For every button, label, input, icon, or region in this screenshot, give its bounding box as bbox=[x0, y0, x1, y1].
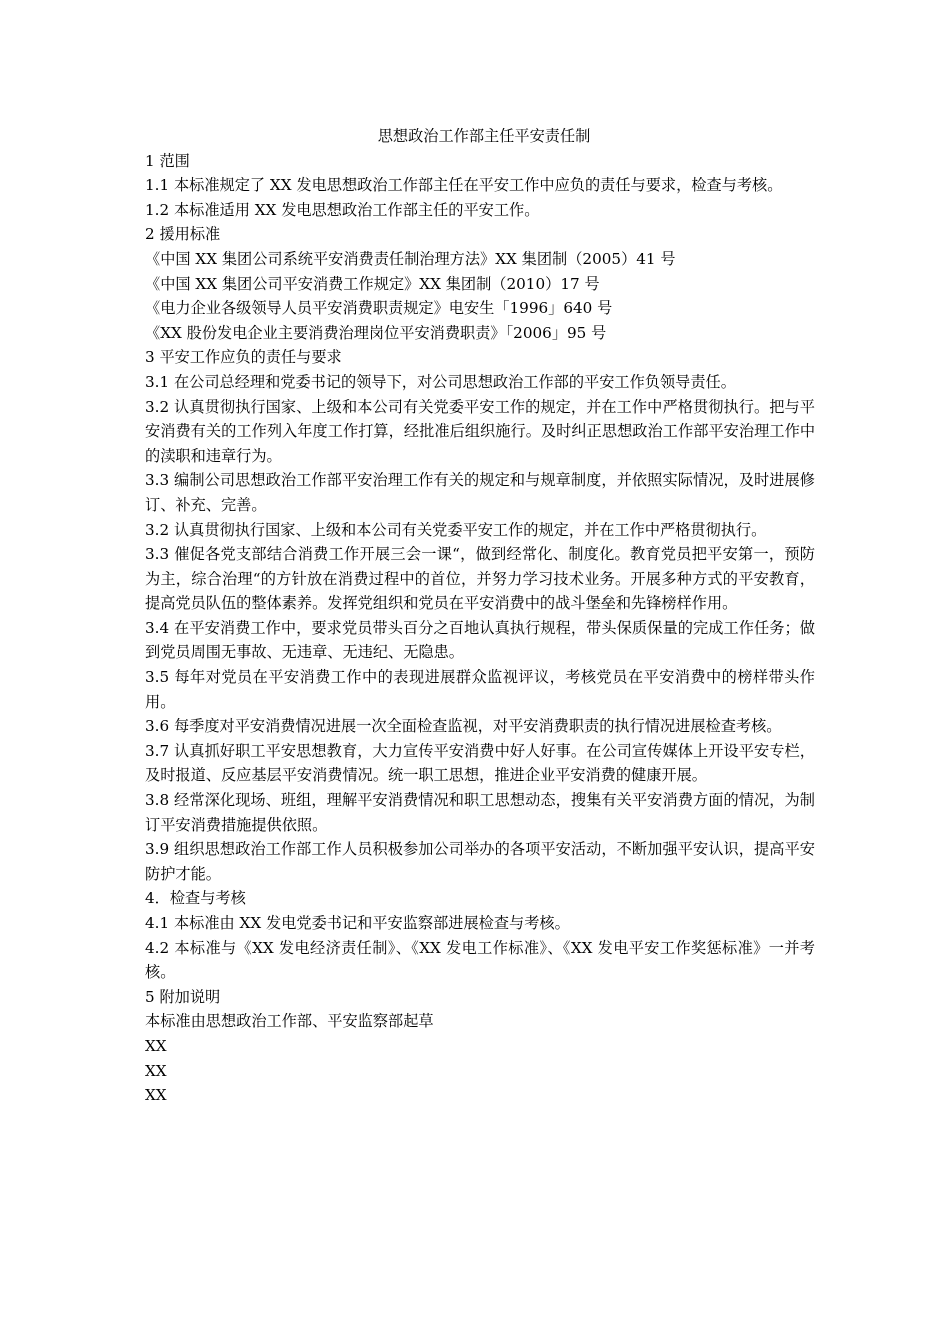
reference-item: 《中国 XX 集团公司系统平安消费责任制治理方法》XX 集团制（2005）41 号 bbox=[145, 249, 676, 268]
paragraph: 3.9 组织思想政治工作部工作人员积极参加公司举办的各项平安活动，不断加强平安认识，提高平安防护才能。 bbox=[145, 840, 815, 883]
document-title: 思想政治工作部主任平安责任制 bbox=[377, 127, 591, 145]
paragraph: 1.2 本标准适用 XX 发电思想政治工作部主任的平安工作。 bbox=[145, 200, 540, 219]
section-heading-inspection: 4．检查与考核 bbox=[145, 889, 246, 908]
paragraph: 本标准由思想政治工作部、平安监察部起草 bbox=[145, 1012, 434, 1031]
signature-line: XX bbox=[145, 1086, 167, 1105]
paragraph: 3.7 认真抓好职工平安思想教育，大力宣传平安消费中好人好事。在公司宣传媒体上开设平安专栏，及时报道、反应基层平安消费情况。统一职工思想，推进企业平安消费的健康开展。 bbox=[145, 741, 815, 785]
section-heading-scope: 1 范围 bbox=[145, 151, 190, 170]
signature-line: XX bbox=[145, 1036, 167, 1055]
paragraph: 4.2 本标准与《XX 发电经济责任制》、《XX 发电工作标准》、《XX 发电平安工作奖惩标准》一并考核。 bbox=[145, 938, 815, 982]
paragraph: 4.1 本标准由 XX 发电党委书记和平安监察部进展检查与考核。 bbox=[145, 914, 570, 932]
reference-item: 《电力企业各级领导人员平安消费职责规定》电安生「1996」640 号 bbox=[145, 299, 613, 318]
paragraph: 3.3 编制公司思想政治工作部平安治理工作有关的规定和与规章制度，并依照实际情况，及时进展修订、补充、完善。 bbox=[145, 471, 815, 514]
section-heading-responsibilities: 3 平安工作应负的责任与要求 bbox=[145, 348, 342, 367]
paragraph: 3.5 每年对党员在平安消费工作中的表现进展群众监视评议，考核党员在平安消费中的榜样带头作用。 bbox=[145, 668, 815, 711]
paragraph: 1.1 本标准规定了 XX 发电思想政治工作部主任在平安工作中应负的责任与要求，检查与考核。 bbox=[145, 176, 783, 195]
document-body bbox=[145, 124, 815, 1108]
paragraph: 3.3 催促各党支部结合消费工作开展三会一课“，做到经常化、制度化。教育党员把平安第一，预防为主，综合治理“的方针放在消费过程中的首位，并努力学习技术业务。开展多种方式的平安教育，提高党员队伍的整体素养。发挥党组织和党员在平安消费中的战斗堡垒和先锋榜样作用。 bbox=[145, 545, 815, 613]
paragraph: 3.4 在平安消费工作中，要求党员带头百分之百地认真执行规程，带头保质保量的完成工作任务；做到党员周围无事故、无违章、无违纪、无隐患。 bbox=[145, 618, 815, 662]
paragraph: 3.2 认真贯彻执行国家、上级和本公司有关党委平安工作的规定，并在工作中严格贯彻执行。把与平安消费有关的工作列入年度工作打算，经批准后组织施行。及时纠正思想政治工作部平安治理工作中的渎职和违章行为。 bbox=[145, 397, 815, 465]
paragraph: 3.6 每季度对平安消费情况进展一次全面检查监视，对平安消费职责的执行情况进展检查考核。 bbox=[145, 717, 782, 736]
reference-item: 《XX 股份发电企业主要消费治理岗位平安消费职责》「2006」95 号 bbox=[145, 323, 607, 342]
signature-line: XX bbox=[145, 1061, 167, 1080]
reference-item: 《中国 XX 集团公司平安消费工作规定》XX 集团制（2010）17 号 bbox=[145, 274, 600, 293]
paragraph: 3.1 在公司总经理和党委书记的领导下，对公司思想政治工作部的平安工作负领导责任。 bbox=[145, 372, 736, 391]
section-heading-notes: 5 附加说明 bbox=[145, 987, 221, 1006]
section-heading-references: 2 援用标准 bbox=[145, 225, 221, 244]
paragraph: 3.8 经常深化现场、班组，理解平安消费情况和职工思想动态，搜集有关平安消费方面的情况，为制订平安消费措施提供依照。 bbox=[145, 791, 815, 834]
paragraph: 3.2 认真贯彻执行国家、上级和本公司有关党委平安工作的规定，并在工作中严格贯彻执行。 bbox=[145, 520, 767, 539]
